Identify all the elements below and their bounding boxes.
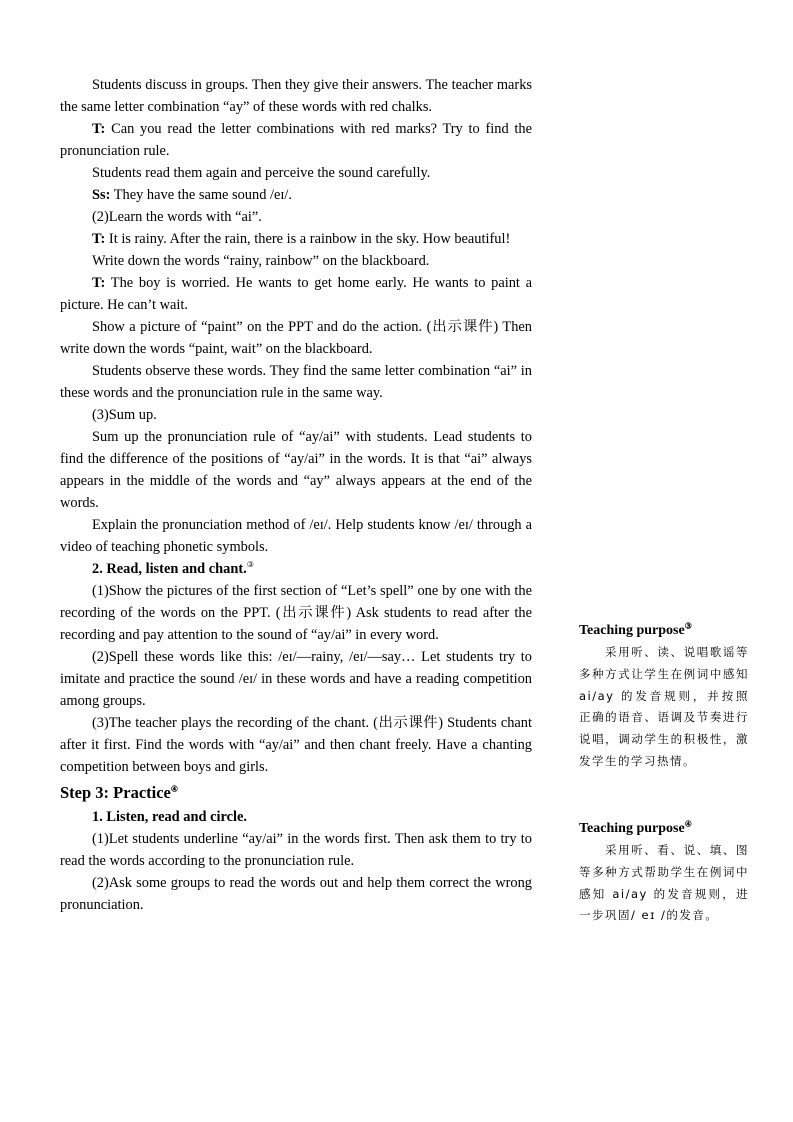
paragraph: Students observe these words. They find the same letter combination “ai” in these words and the pronunciation rule in the same way. [60,363,532,401]
section-heading: 2. Read, listen and chant.③ [92,560,254,577]
speaker-label: T: [92,231,106,247]
footnote-mark: ④ [684,819,692,829]
side-note-teaching-purpose-3 [579,620,749,773]
dialogue-line: Ss: They have the same sound /eɪ/. [92,187,292,203]
main-text-column [60,74,532,916]
speaker-label: Ss: [92,187,111,203]
paragraph: Write down the words “rainy, rainbow” on the blackboard. [92,253,430,269]
side-note-body: 采用听、看、说、填、图等多种方式帮助学生在例词中感知 ai/ay 的发音规则，进一步巩固/ eɪ /的发音。 [579,843,749,923]
speaker-label: T: [92,121,106,137]
section-heading: 1. Listen, read and circle. [92,809,247,825]
dialogue-line: T: The boy is worried. He wants to get home early. He wants to paint a picture. He can’t wait. [60,275,532,313]
footnote-mark: ④ [170,784,179,794]
footnote-mark: ③ [246,560,254,570]
dialogue-line: T: Can you read the letter combinations with red marks? Try to find the pronunciation rule. [60,121,532,159]
sub-heading: (3)Sum up. [92,407,157,423]
speaker-label: T: [92,275,106,291]
side-note-teaching-purpose-4 [579,818,749,927]
side-note-title: Teaching purpose④ [579,819,692,836]
paragraph: (1)Let students underline “ay/ai” in the words first. Then ask them to try to read the words according to the pronunciation rule. [60,831,532,869]
paragraph: (3)The teacher plays the recording of the chant. (出示课件) Students chant after it first. Find the words with “ay/ai” and then chant freely. Have a chanting competition between boys and girls. [60,715,532,775]
side-note-title: Teaching purpose③ [579,621,692,638]
step-heading: Step 3: Practice④ [60,783,179,802]
paragraph: (2)Ask some groups to read the words out and help them correct the wrong pronunciation. [60,875,532,913]
paragraph: (1)Show the pictures of the first section of “Let’s spell” one by one with the recording of the words on the PPT. (出示课件) Ask students to read after the recording and pay attention to the sound of “ay/ai” in every word. [60,583,532,643]
paragraph: Students discuss in groups. Then they give their answers. The teacher marks the same letter combination “ay” of these words with red chalks. [60,77,532,115]
paragraph: (2)Spell these words like this: /eɪ/—rainy, /eɪ/—say… Let students try to imitate and practice the sound /eɪ/ in these words and have a reading competition among groups. [60,649,532,709]
side-note-body: 采用听、读、说唱歌谣等多种方式让学生在例词中感知 ai/ay 的发音规则，并按照正确的语音、语调及节奏进行说唱，调动学生的积极性，激发学生的学习热情。 [579,645,749,768]
paragraph: Explain the pronunciation method of /eɪ/. Help students know /eɪ/ through a video of teaching phonetic symbols. [60,517,532,555]
paragraph: Sum up the pronunciation rule of “ay/ai” with students. Lead students to find the difference of the positions of “ay/ai” in the words. It is that “ai” always appears in the middle of the words and “ay” always appears at the end of the words. [60,429,532,511]
sub-heading: (2)Learn the words with “ai”. [92,209,262,225]
dialogue-line: T: It is rainy. After the rain, there is a rainbow in the sky. How beautiful! [92,231,511,247]
paragraph: Students read them again and perceive the sound carefully. [92,165,431,181]
paragraph: Show a picture of “paint” on the PPT and do the action. (出示课件) Then write down the words “paint, wait” on the blackboard. [60,319,532,357]
footnote-mark: ③ [684,621,692,631]
